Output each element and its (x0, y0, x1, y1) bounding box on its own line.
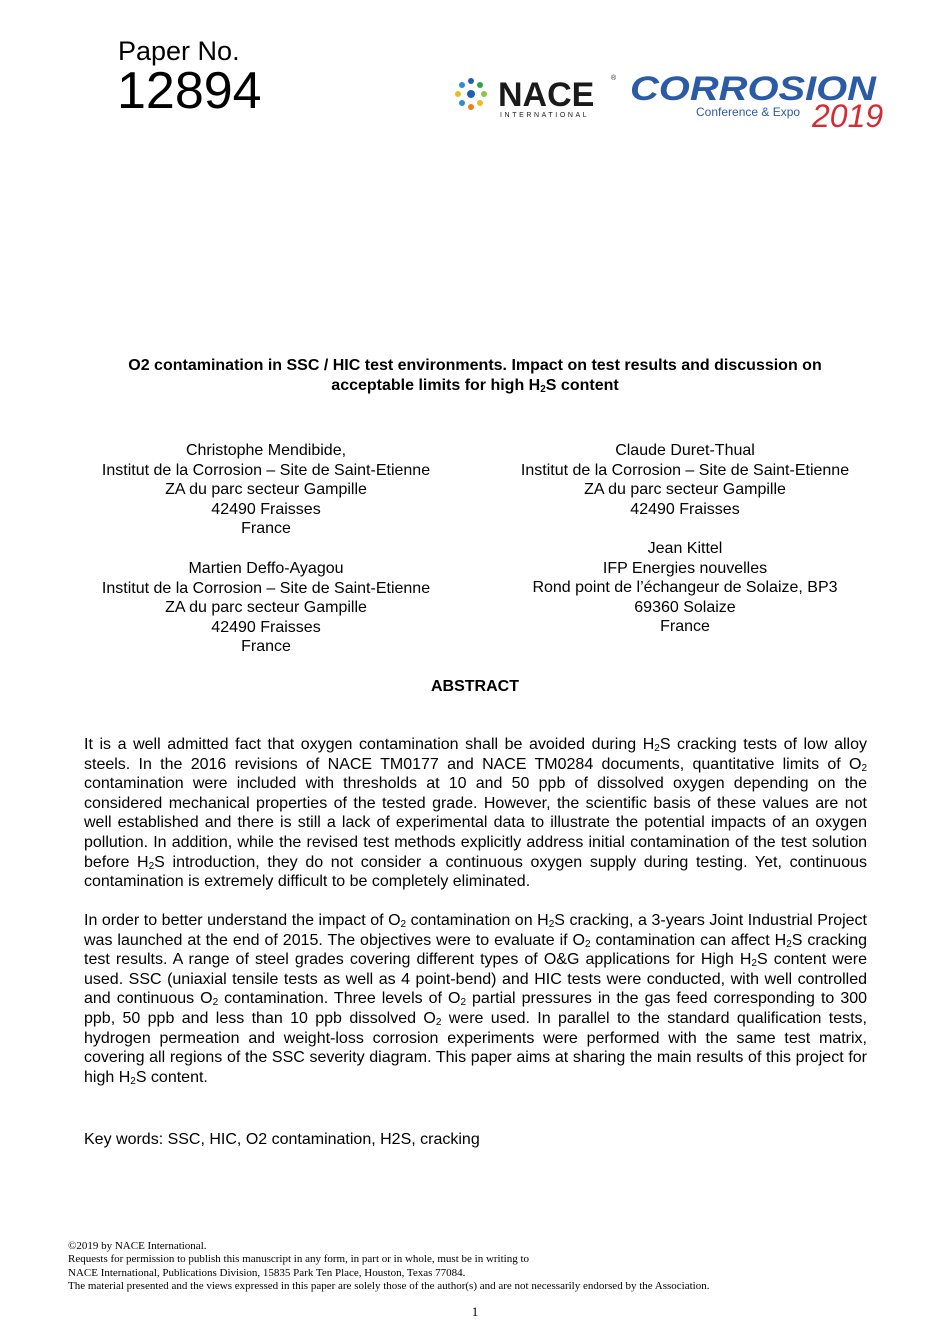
abstract-heading: ABSTRACT (431, 678, 519, 695)
author-block (56, 559, 476, 657)
author-address: Rond point de l’échangeur de Solaize, BP3 (532, 579, 838, 597)
author-country: France (241, 520, 291, 538)
corrosion-logo (630, 70, 895, 130)
title-line-1: O2 contamination in SSC / HIC test environments. Impact on test results and discussion on (128, 357, 822, 374)
nace-logo-text: NACE (498, 76, 595, 114)
author-city: 42490 Fraisses (211, 618, 321, 636)
author-address: ZA du parc secteur Gampille (584, 481, 786, 499)
author-city: 69360 Solaize (634, 598, 736, 616)
author-name: Christophe Mendibide, (185, 442, 347, 459)
author-name: Martien Deffo-Ayagou (188, 560, 344, 577)
paper-label: Paper No. (118, 36, 240, 66)
author-block (56, 441, 476, 539)
abstract-paragraph-2: In order to better understand the impact of $O_2$ contamination on $H_2S$ cracking, a 3-years Joint Industrial Project was launched at the end of 2015. The objectives were to evaluate if $O_2$ contamination can affect $H_2S$ cracking test results. A range of steel grades covering different types of O&G applications for High $H_2S$ content were used. SSC (uniaxial tensile tests as well as 4 point-bend) and HIC tests were conducted, with well controlled and continuous $O_2$ contamination. Three levels of $O_2$ partial pressures in the gas feed corresponding to 300 ppb, 50 ppb and less than 10 ppb dissolved $O_2$ were used. In parallel to the standard qualification tests, hydrogen permeation and weight-loss corrosion experiments were performed with the same test matrix, covering all regions of the SSC severity diagram. This paper aims at sharing the main results of this project for high $H_2S$ content. (84, 912, 868, 1087)
author-city: 42490 Fraisses (630, 500, 740, 518)
footer (68, 1240, 709, 1294)
corrosion-logo-subtext: Conference & Expo (696, 105, 801, 119)
footer-copyright: ©2019 by NACE International. (68, 1240, 207, 1252)
nace-logo-subtext: INTERNATIONAL (500, 112, 590, 119)
nace-logo (450, 68, 620, 124)
author-affiliation: Institut de la Corrosion – Site de Saint-Etienne (101, 579, 431, 597)
nace-emblem-icon (455, 78, 487, 110)
author-name: Jean Kittel (647, 540, 723, 557)
nace-registered-mark: ® (611, 75, 617, 82)
title-line-2: acceptable limits for high $H_2S$ content (331, 377, 619, 395)
author-city: 42490 Fraisses (211, 500, 321, 518)
abstract-paragraph-1: It is a well admitted fact that oxygen contamination shall be avoided during $H_2S$ cracking tests of low alloy steels. In the 2016 revisions of NACE TM0177 and NACE TM0284 documents, quantitative limits of $O_2$ contamination were included with thresholds at 10 and 50 ppb of dissolved oxygen depending on the considered mechanical properties of the tested grade. However, the scientific basis of these values are not well established and there is still a lack of experimental data to illustrate the potential impacts of an oxygen pollution. In addition, while the revised test methods explicitly address initial contamination of the test solution before $H_2S$ introduction, they do not consider a continuous oxygen supply during testing. Yet, continuous contamination is extremely difficult to be completely eliminated. (84, 736, 867, 891)
author-name: Claude Duret-Thual (615, 442, 755, 459)
footer-line: The material presented and the views expressed in this paper are solely those of the author(s) and are not necessarily endorsed by the Association. (68, 1280, 710, 1293)
author-address: ZA du parc secteur Gampille (165, 481, 367, 499)
paper-title (80, 356, 870, 396)
author-affiliation: Institut de la Corrosion – Site de Saint-Etienne (101, 461, 431, 479)
author-address: ZA du parc secteur Gampille (165, 599, 367, 617)
author-affiliation: Institut de la Corrosion – Site de Saint-Etienne (520, 461, 850, 479)
author-block (475, 539, 895, 637)
corrosion-logo-text: CORROSION (630, 70, 878, 108)
keywords: Key words: SSC, HIC, O2 contamination, H2S, cracking (84, 1131, 480, 1148)
footer-line: Requests for permission to publish this manuscript in any form, in part or in whole, must be in writing to (68, 1253, 530, 1266)
corrosion-logo-year: 2019 (812, 98, 884, 130)
author-country: France (660, 618, 710, 636)
author-country: France (241, 638, 291, 656)
paper-number: 12894 (117, 62, 262, 120)
author-affiliation: IFP Energies nouvelles (602, 559, 768, 577)
page-number: 1 (471, 1304, 479, 1319)
author-block (475, 441, 895, 519)
footer-line: NACE International, Publications Division, 15835 Park Ten Place, Houston, Texas 77084. (68, 1266, 466, 1279)
